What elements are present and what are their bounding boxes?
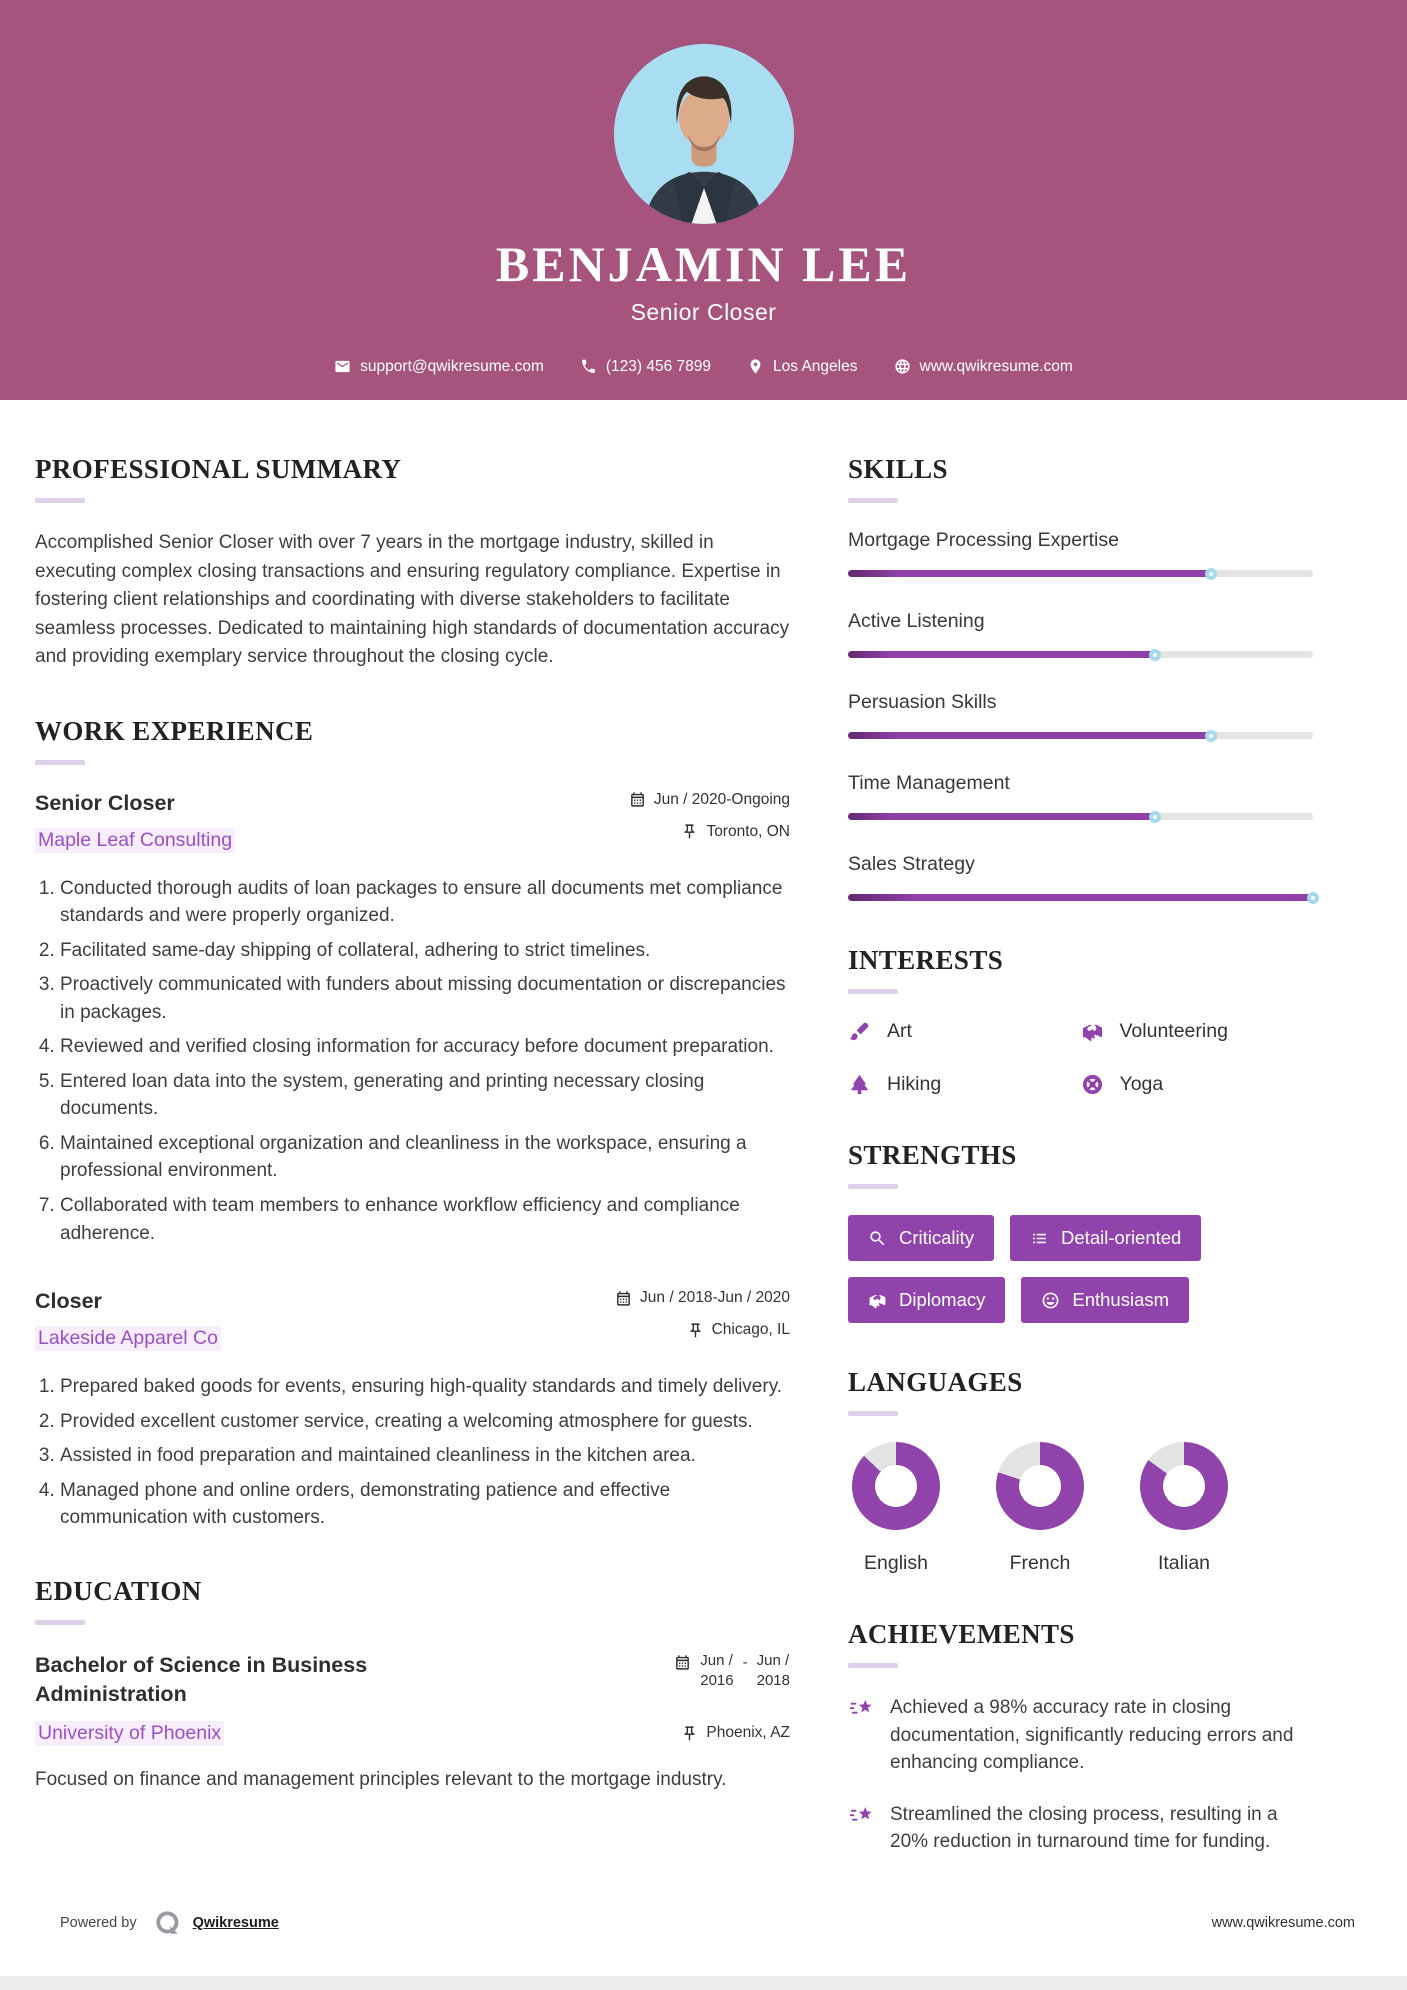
achievement-text: Streamlined the closing process, resulting in a 20% reduction in turnaround time for funding. (890, 1803, 1278, 1853)
avatar-photo-icon (614, 44, 794, 224)
resume-header (0, 0, 1407, 400)
job-date-text: Jun / 2020-Ongoing (653, 790, 790, 808)
phone-icon (580, 358, 597, 375)
section-education (35, 1576, 790, 1795)
contact-location (747, 358, 857, 376)
job-entry (35, 1289, 790, 1532)
skill-slider[interactable] (848, 570, 1313, 577)
interest-item (1081, 1020, 1314, 1043)
skill-item (848, 772, 1313, 820)
section-work-experience (35, 716, 790, 1532)
language-item (1136, 1442, 1232, 1575)
language-donut-chart (996, 1442, 1084, 1530)
handshake-icon (868, 1291, 887, 1310)
skill-slider-thumb[interactable] (1205, 568, 1217, 580)
skill-item (848, 610, 1313, 658)
education-degree: Bachelor of Science in Business Administration (35, 1652, 368, 1706)
strength-button-diplomacy[interactable] (848, 1277, 1005, 1323)
date-line: 2018 (756, 1672, 790, 1690)
pushpin-icon (681, 823, 698, 840)
section-underline (848, 498, 898, 503)
skill-slider-fill (848, 894, 1313, 901)
job-bullet: 1. Prepared baked goods for events, ensuring high-quality standards and timely delivery. (60, 1373, 790, 1401)
bottom-strip (0, 1976, 1407, 1990)
skill-label: Mortgage Processing Expertise (848, 529, 1119, 551)
contact-website (894, 358, 1073, 376)
job-company: Maple Leaf Consulting (35, 828, 235, 853)
job-role: Senior Closer (35, 790, 175, 815)
job-entry (35, 791, 790, 1248)
smiley-icon (1041, 1291, 1060, 1310)
section-underline (848, 1663, 898, 1668)
job-location (629, 823, 790, 841)
date-line: Jun / (700, 1651, 733, 1669)
job-bullet: 3. Assisted in food preparation and maintained cleanliness in the kitchen area. (60, 1442, 790, 1470)
interest-label: Art (887, 1020, 912, 1042)
language-label: English (864, 1552, 928, 1574)
section-title: EDUCATION (35, 1575, 202, 1606)
achievement-item (848, 1801, 1313, 1856)
skill-slider[interactable] (848, 813, 1313, 820)
skill-label: Sales Strategy (848, 853, 975, 875)
contact-location-text: Los Angeles (773, 357, 858, 375)
powered-by-label: Powered by (60, 1915, 137, 1931)
language-label: Italian (1157, 1552, 1211, 1574)
skill-item (848, 853, 1313, 901)
skill-slider[interactable] (848, 894, 1313, 901)
skill-label: Time Management (848, 772, 1010, 794)
skill-slider-fill (848, 570, 1211, 577)
candidate-job-title: Senior Closer (630, 298, 777, 325)
date-line: Jun / (756, 1651, 790, 1669)
skill-slider-thumb[interactable] (1149, 811, 1161, 823)
section-strengths (848, 1140, 1313, 1323)
job-bullet: 3. Proactively communicated with funders about missing documentation or discrepancies in packages. (60, 971, 790, 1026)
skill-item (848, 529, 1313, 577)
summary-text: Accomplished Senior Closer with over 7 years in the mortgage industry, skilled in executing complex closing transactions and ensuring regulatory compliance. Expertise in fostering client relationships and coordinating with diverse stakeholders to facilitate seamless processes. Dedicated to maintaining high standards of documentation accuracy and providing exemplary service throughout the closing cycle. (35, 532, 790, 667)
job-bullet: 1. Conducted thorough audits of loan packages to ensure all documents met compliance standards and were properly organized. (60, 875, 790, 930)
location-pin-icon (747, 358, 764, 375)
calendar-icon (629, 791, 646, 808)
skill-slider[interactable] (848, 732, 1313, 739)
education-dates (674, 1651, 790, 1692)
skill-slider[interactable] (848, 651, 1313, 658)
pushpin-icon (687, 1322, 704, 1339)
section-underline (35, 498, 85, 503)
pine-tree-icon (848, 1073, 871, 1096)
job-bullet-list (35, 875, 790, 1248)
job-bullet: 2. Provided excellent customer service, creating a welcoming atmosphere for guests. (60, 1408, 790, 1436)
education-date-end (757, 1651, 790, 1692)
interest-item (848, 1073, 1081, 1096)
strength-label: Diplomacy (899, 1289, 986, 1310)
section-underline (848, 989, 898, 994)
handshake-icon (1081, 1020, 1104, 1043)
achievement-item (848, 1694, 1313, 1777)
contact-website-text: www.qwikresume.com (919, 357, 1073, 375)
avatar (614, 44, 794, 224)
interest-item (848, 1020, 1081, 1043)
page-footer (60, 1908, 1355, 1938)
interest-label: Hiking (887, 1073, 942, 1095)
skill-slider-thumb[interactable] (1307, 892, 1319, 904)
section-interests (848, 945, 1313, 1096)
job-bullet: 4. Managed phone and online orders, demonstrating patience and effective communication with customers. (60, 1477, 790, 1532)
language-label: French (1009, 1552, 1071, 1574)
date-line: 2016 (700, 1672, 734, 1690)
paintbrush-icon (848, 1020, 871, 1043)
section-achievements (848, 1619, 1313, 1856)
job-date (629, 791, 790, 809)
date-separator: - (742, 1653, 748, 1671)
skill-label: Active Listening (848, 610, 985, 632)
section-languages (848, 1367, 1313, 1575)
job-location-text: Chicago, IL (711, 1321, 790, 1339)
job-bullet: 7. Collaborated with team members to enhance workflow efficiency and compliance adherence. (60, 1192, 790, 1247)
globe-icon (894, 358, 911, 375)
job-bullet: 5. Entered loan data into the system, generating and printing necessary closing documents. (60, 1068, 790, 1123)
strength-button-criticality[interactable] (848, 1215, 994, 1261)
job-bullet-list (35, 1373, 790, 1532)
job-location (615, 1321, 790, 1339)
lifebuoy-icon (1081, 1073, 1104, 1096)
education-date-start (700, 1651, 733, 1692)
calendar-icon (674, 1654, 691, 1671)
skill-slider-fill (848, 651, 1155, 658)
education-school: University of Phoenix (35, 1721, 224, 1746)
section-underline (35, 760, 85, 765)
section-title: LANGUAGES (848, 1367, 1023, 1397)
qwikresume-logo-icon (153, 1908, 183, 1938)
interest-label: Volunteering (1119, 1020, 1228, 1042)
contact-email-text: support@qwikresume.com (360, 357, 544, 375)
section-underline (848, 1411, 898, 1416)
section-title: INTERESTS (848, 945, 1004, 975)
footer-website: www.qwikresume.com (1211, 1915, 1355, 1931)
contact-phone-text: (123) 456 7899 (605, 357, 712, 375)
magnifier-icon (868, 1229, 887, 1248)
strength-label: Enthusiasm (1072, 1289, 1170, 1310)
strength-label: Detail-oriented (1061, 1227, 1182, 1248)
skill-item (848, 691, 1313, 739)
job-date (615, 1289, 790, 1307)
education-description: Focused on finance and management principles relevant to the mortgage industry. (35, 1768, 727, 1790)
language-donut-chart (852, 1442, 940, 1530)
section-title: ACHIEVEMENTS (848, 1619, 1075, 1649)
skill-slider-fill (848, 732, 1211, 739)
job-date-text: Jun / 2018-Jun / 2020 (640, 1289, 790, 1307)
right-column (848, 454, 1313, 1900)
contact-email (334, 358, 544, 376)
strength-button-detail-oriented[interactable] (1010, 1215, 1201, 1261)
language-item (992, 1442, 1088, 1575)
pushpin-icon (681, 1725, 698, 1742)
contact-row (0, 358, 1407, 376)
section-underline (35, 1620, 85, 1625)
email-icon (334, 358, 351, 375)
job-company: Lakeside Apparel Co (35, 1326, 221, 1351)
achievement-text: Achieved a 98% accuracy rate in closing documentation, significantly reducing errors and enhancing compliance. (890, 1697, 1294, 1774)
candidate-name: BENJAMIN LEE (495, 236, 912, 292)
job-role: Closer (35, 1289, 102, 1314)
shooting-star-icon (848, 1803, 875, 1830)
calendar-icon (615, 1290, 632, 1307)
qwikresume-link[interactable]: Qwikresume (192, 1915, 279, 1931)
education-location (681, 1724, 790, 1742)
skill-slider-fill (848, 813, 1155, 820)
section-skills (848, 454, 1313, 901)
skill-slider-thumb[interactable] (1205, 730, 1217, 742)
skill-label: Persuasion Skills (848, 691, 997, 713)
section-underline (848, 1184, 898, 1189)
strength-label: Criticality (899, 1227, 975, 1248)
resume-body (0, 400, 1407, 1900)
education-location-text: Phoenix, AZ (706, 1724, 790, 1742)
job-location-text: Toronto, ON (706, 822, 790, 840)
language-item (848, 1442, 944, 1575)
section-title: PROFESSIONAL SUMMARY (35, 454, 402, 484)
skill-slider-thumb[interactable] (1149, 649, 1161, 661)
section-title: STRENGTHS (848, 1140, 1017, 1170)
list-icon (1030, 1229, 1049, 1248)
strength-button-enthusiasm[interactable] (1021, 1277, 1189, 1323)
left-column (35, 454, 790, 1838)
job-bullet: 4. Reviewed and verified closing information for accuracy before document preparation. (60, 1033, 790, 1061)
interest-item (1081, 1073, 1314, 1096)
section-title: WORK EXPERIENCE (35, 715, 314, 746)
section-professional-summary (35, 454, 790, 672)
interest-label: Yoga (1119, 1073, 1164, 1095)
language-donut-chart (1140, 1442, 1228, 1530)
contact-phone (580, 358, 711, 376)
shooting-star-icon (848, 1696, 875, 1723)
section-title: SKILLS (848, 454, 948, 484)
job-bullet: 2. Facilitated same-day shipping of collateral, adhering to strict timelines. (60, 937, 790, 965)
job-bullet: 6. Maintained exceptional organization and cleanliness in the workspace, ensuring a professional environment. (60, 1130, 790, 1185)
